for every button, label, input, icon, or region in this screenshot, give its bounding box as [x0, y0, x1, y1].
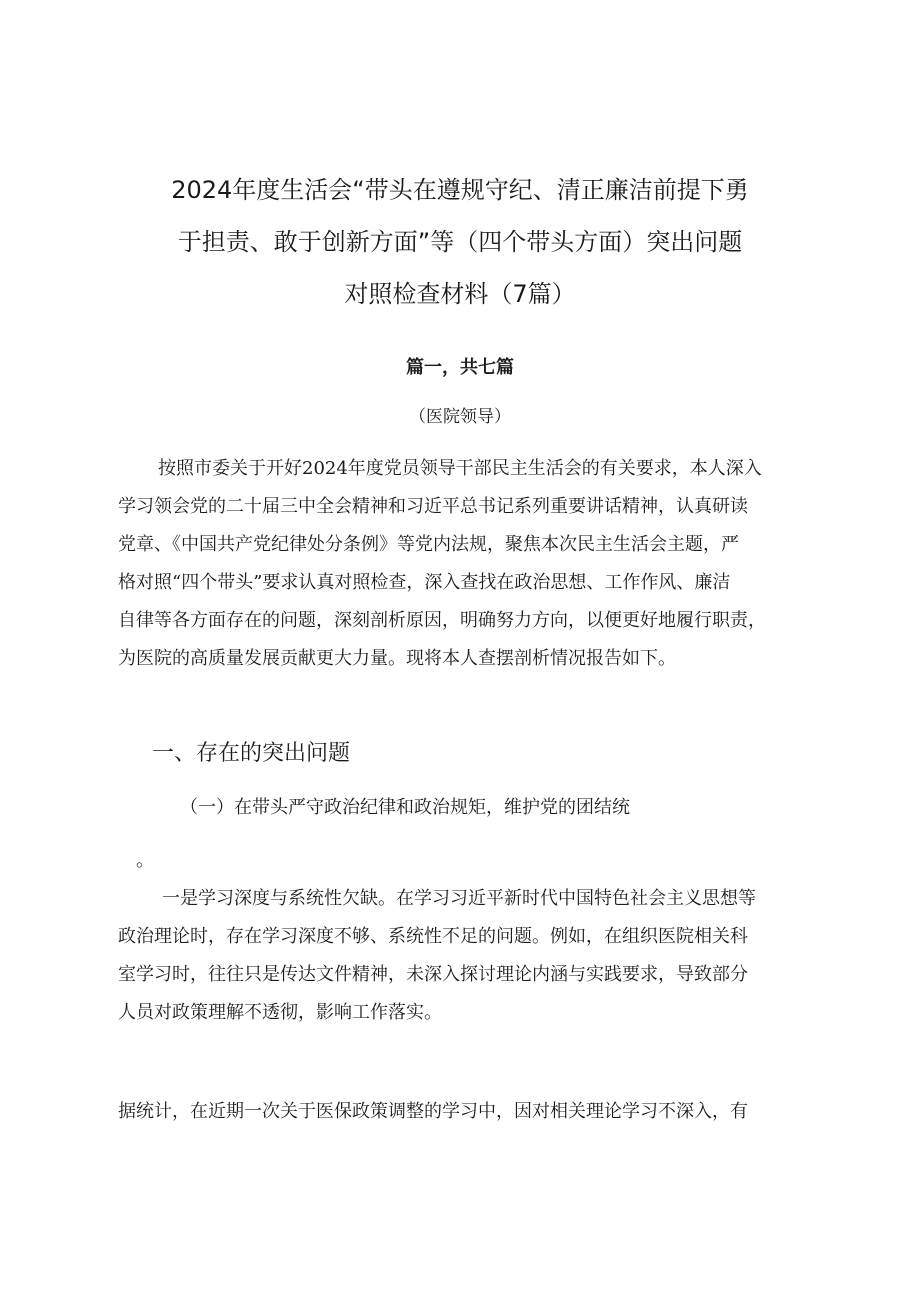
punctuation-mark: 。	[136, 850, 154, 871]
paragraph-line: 为医院的高质量发展贡献更大力量。现将本人查摆剖析情况报告如下。	[118, 648, 676, 669]
paragraph-line: 格对照“四个带头”要求认真对照检查，深入查找在政治思想、工作作风、廉洁	[118, 572, 731, 593]
subsection-heading: （一）在带头严守政治纪律和政治规矩，维护党的团结统	[180, 797, 630, 818]
paragraph-line: 自律等各方面存在的问题，深刻剖析原因，明确努力方向，以便更好地履行职责，	[118, 610, 766, 631]
sub-heading: （医院领导）	[409, 407, 511, 427]
paragraph-line: 党章、《中国共产党纪律处分条例》等党内法规，聚焦本次民主生活会主题，严	[118, 534, 739, 555]
paragraph-line: 政治理论时，存在学习深度不够、系统性不足的问题。例如，在组织医院相关科	[118, 926, 748, 947]
stats-paragraph: 据统计，在近期一次关于医保政策调整的学习中，因对相关理论学习不深入，有	[118, 1101, 748, 1122]
part-heading: 篇一，共七篇	[406, 357, 514, 378]
intro-paragraph	[118, 450, 828, 678]
document-title	[0, 164, 920, 320]
title-line: 对照检查材料（7篇）	[344, 280, 576, 308]
paragraph-line: 人员对政策理解不透彻，影响工作落实。	[118, 1002, 442, 1023]
point-one-paragraph	[118, 880, 828, 1032]
paragraph-line: 学习领会党的二十届三中全会精神和习近平总书记系列重要讲话精神，认真研读	[118, 496, 748, 517]
title-line: 2024年度生活会“带头在遵规守纪、清正廉洁前提下勇	[171, 176, 749, 204]
section-heading: 一、存在的突出问题	[152, 741, 351, 766]
paragraph-line: 一是学习深度与系统性欠缺。在学习习近平新时代中国特色社会主义思想等	[162, 888, 756, 909]
title-line: 于担责、敢于创新方面”等（四个带头方面）突出问题	[177, 228, 743, 256]
paragraph-line: 按照市委关于开好2024年度党员领导干部民主生活会的有关要求，本人深入	[158, 458, 762, 479]
paragraph-line: 室学习时，往往只是传达文件精神，未深入探讨理论内涵与实践要求，导致部分	[118, 964, 748, 985]
